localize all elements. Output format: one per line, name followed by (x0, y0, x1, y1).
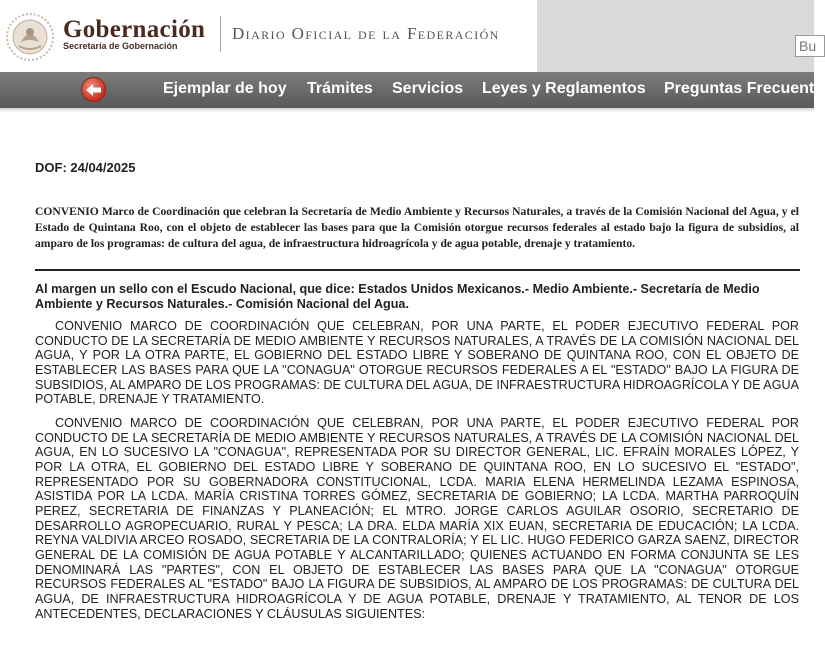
document-summary: CONVENIO Marco de Coordinación que celebran la Secretaría de Medio Ambiente y Recursos Naturales, a través de la Comisión Nacional del Agua, y el Estado de Quintana Roo, con el objeto de establecer las bases para que la Comisión otorgue recursos federales al estado bajo la figura de subsidios, al amparo de los programas: de cultura del agua, de infraestructura hidroagrícola y de agua potable, drenaje y tratamiento. (35, 205, 799, 250)
header-divider (220, 16, 221, 52)
nav-item-tramites[interactable]: Trámites (307, 80, 373, 97)
org-title[interactable]: Gobernación (63, 16, 206, 43)
nav-item-servicios[interactable]: Servicios (392, 80, 464, 97)
margin-note: Al margen un sello con el Escudo Nacional, que dice: Estados Unidos Mexicanos.- Medio Ambiente.- Secretaría de Medio Ambiente y Recursos Naturales.- Comisión Nacional del Agua. (35, 282, 760, 311)
document-paragraph-1: CONVENIO MARCO DE COORDINACIÓN QUE CELEBRAN, POR UNA PARTE, EL PODER EJECUTIVO FEDERAL POR CONDUCTO DE LA SECRETARÍA DE MEDIO AMBIENTE Y RECURSOS NATURALES, A TRAVÉS DE LA COMISIÓN NACIONAL DEL AGUA, Y POR LA OTRA PARTE, EL GOBIERNO DEL ESTADO LIBRE Y SOBERANO DE QUINTANA ROO, CON EL OBJETO DE ESTABLECER LAS BASES PARA QUE LA "CONAGUA" OTORGUE RECURSOS FEDERALES A EL "ESTADO" BAJO LA FIGURA DE SUBSIDIOS, AL AMPARO DE LOS PROGRAMAS: DE CULTURA DEL AGUA, DE INFRAESTRUCTURA HIDROAGRÍCOLA Y DE AGUA POTABLE, DRENAJE Y TRATAMIENTO. (35, 319, 799, 407)
nav-item-preguntas-frecuentes[interactable]: Preguntas Frecuent (664, 80, 815, 97)
search-input[interactable]: Bu (795, 35, 825, 57)
back-button[interactable] (81, 77, 106, 102)
summary-divider (35, 269, 800, 271)
nav-shadow (0, 108, 814, 112)
nav-item-ejemplar-de-hoy[interactable]: Ejemplar de hoy (163, 80, 287, 97)
org-subtitle: Secretaría de Gobernación (63, 41, 178, 51)
document-date: DOF: 24/04/2025 (35, 160, 136, 175)
nav-item-leyes-y-reglamentos[interactable]: Leyes y Reglamentos (482, 80, 646, 97)
header-search-area (537, 0, 814, 72)
document-paragraph-2: CONVENIO MARCO DE COORDINACIÓN QUE CELEBRAN, POR UNA PARTE, EL PODER EJECUTIVO FEDERAL POR CONDUCTO DE LA SECRETARÍA DE MEDIO AMBIENTE Y RECURSOS NATURALES, A TRAVÉS DE LA COMISIÓN NACIONAL DEL AGUA, EN LO SUCESIVO LA "CONAGUA", REPRESENTADA POR SU DIRECTOR GENERAL, LIC. EFRAÍN MORALES LÓPEZ, Y POR LA OTRA, EL GOBIERNO DEL ESTADO LIBRE Y SOBERANO DE QUINTANA ROO, EN LO SUCESIVO EL "ESTADO", REPRESENTADO POR SU GOBERNADORA CONSTITUCIONAL, LCDA. MARIA ELENA HERMELINDA LEZAMA ESPINOSA, ASISTIDA POR LA LCDA. MARÍA CRISTINA TORRES GÓMEZ, SECRETARIA DE GOBIERNO; LA LCDA. MARTHA PARROQUÍN PEREZ, SECRETARIA DE FINANZAS Y PLANEACIÓN; EL MTRO. JORGE CARLOS AGUILAR OSORIO, SECRETARIO DE DESARROLLO AGROPECUARIO, RURAL Y PESCA; LA DRA. ELDA MARÍA XIX EUAN, SECRETARIA DE EDUCACIÓN; LA LCDA. REYNA VALDIVIA ARCEO ROSADO, SECRETARIA DE LA CONTRALORÍA; Y EL LIC. HUGO FEDERICO GARZA SAENZ, DIRECTOR GENERAL DE LA COMISIÓN DE AGUA POTABLE Y ALCANTARILLADO; QUIENES ACTUANDO EN FORMA CONJUNTA SE LES DENOMINARÁ LAS "PARTES", CON EL OBJETO DE ESTABLECER LAS BASES PARA QUE LA "CONAGUA" OTORGUE RECURSOS FEDERALES AL "ESTADO" BAJO LA FIGURA DE SUBSIDIOS, AL AMPARO DE LOS PROGRAMAS: DE CULTURA DEL AGUA, DE INFRAESTRUCTURA HIDROAGRÍCOLA Y DE AGUA POTABLE, DRENAJE Y TRATAMIENTO, AL TENOR DE LOS ANTECEDENTES, DECLARACIONES Y CLÁUSULAS SIGUIENTES: (35, 416, 799, 621)
site-title[interactable]: Diario Oficial de la Federación (232, 24, 500, 43)
back-arrow-icon (85, 82, 103, 98)
national-seal-icon[interactable] (5, 12, 55, 62)
